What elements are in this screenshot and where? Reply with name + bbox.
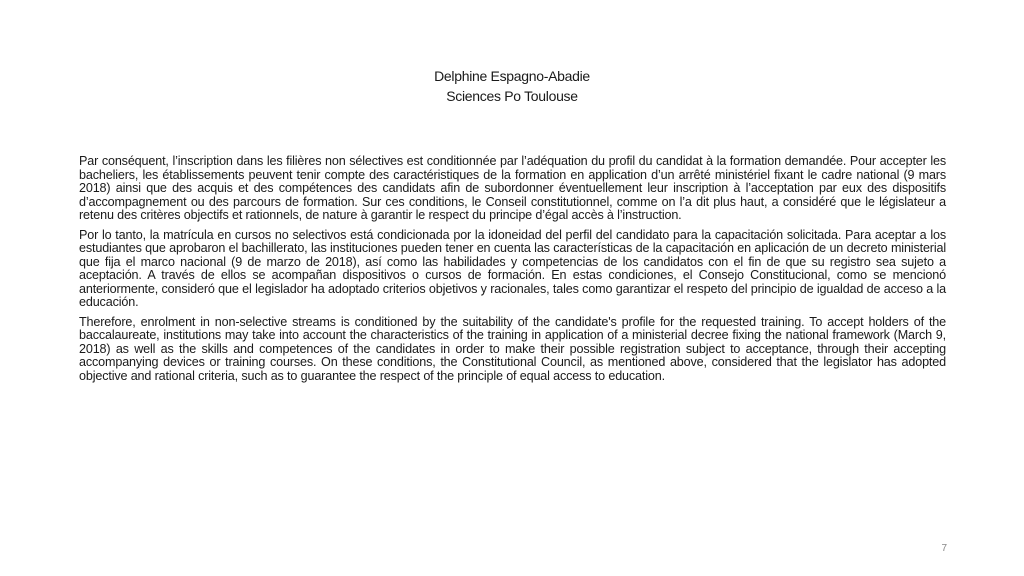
paragraph-french: Par conséquent, l’inscription dans les filières non sélectives est conditionnée par l’adéquation du profil du candidat à la formation demandée. Pour accepter les bacheliers, les établissements peuvent tenir compte des caractéristiques de la formation en application d’un arrêté ministériel fixant le cadre national (9 mars 2018) ainsi que des acquis et des compétences des candidats afin de subordonner éventuellement leur inscription à l’acceptation par eux des dispositifs d’accompagnement ou des parcours de formation. Sur ces conditions, le Conseil constitutionnel, comme on l’a dit plus haut, a considéré que le législateur a retenu des critères objectifs et rationnels, de nature à garantir le respect du principe d’égal accès à l’instruction. [79,154,946,222]
page-number: 7 [941,543,947,554]
paragraph-english: Therefore, enrolment in non-selective streams is conditioned by the suitability of the candidate's profile for the requested training. To accept holders of the baccalaureate, institutions may take into account the characteristics of the training in application of a ministerial decree fixing the national framework (March 9, 2018) as well as the skills and competences of the candidates in order to make their possible registration subject to acceptance, through their accepting accompanying devices or training courses. On these conditions, the Constitutional Council, as mentioned above, considered that the legislator has adopted objective and rational criteria, such as to guarantee the respect of the principle of equal access to education. [79,314,946,383]
body-text [79,155,946,389]
slide-header [0,66,1024,106]
author-name: Delphine Espagno-Abadie [434,68,590,84]
paragraph-spanish: Por lo tanto, la matrícula en cursos no selectivos está condicionada por la idoneidad del perfil del candidato para la capacitación solicitada. Para aceptar a los estudiantes que aprobaron el bachillerato, las instituciones pueden tener en cuenta las características de la capacitación en aplicación de un decreto ministerial que fija el marco nacional (9 de marzo de 2018), así como las habilidades y competencias de los candidatos con el fin de que su registro sea sujeto a aceptación. A través de ellos se acompañan dispositivos o cursos de formación. En estas condiciones, el Consejo Constitucional, como se mencionó anteriormente, consideró que el legislador ha adoptado criterios objetivos y racionales, tales como garantizar el respeto del principio de igualdad de acceso a la educación. [79,227,946,309]
affiliation: Sciences Po Toulouse [446,88,578,104]
